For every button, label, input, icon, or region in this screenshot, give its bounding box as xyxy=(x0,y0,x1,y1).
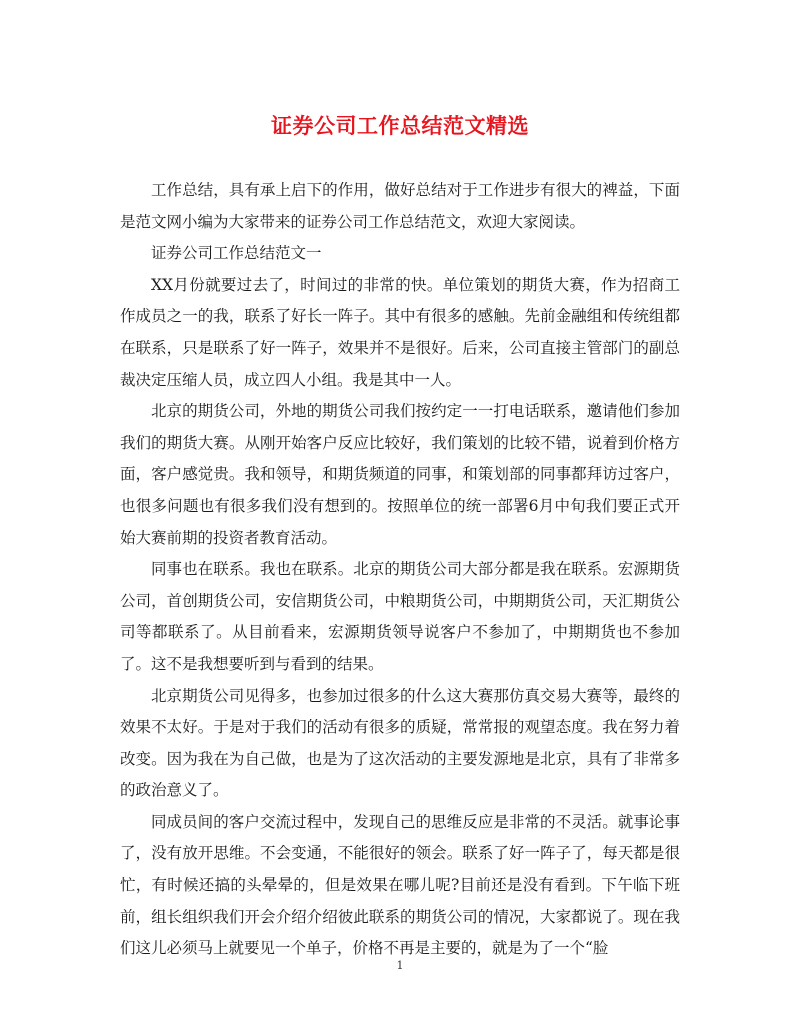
paragraph: 北京的期货公司，外地的期货公司我们按约定一一打电话联系，邀请他们参加我们的期货大赛。从刚开始客户反应比较好，我们策划的比较不错，说着到价格方面，客户感觉贵。我和领导，和期货频道的同事，和策划部的同事都拜访过客户，也很多问题也有很多我们没有想到的。按照单位的统一部署6月中旬我们要正式开始大赛前期的投资者教育活动。 xyxy=(120,402,680,547)
page-number: 1 xyxy=(396,959,404,972)
paragraph: XX月份就要过去了，时间过的非常的快。单位策划的期货大赛，作为招商工作成员之一的我，联系了好长一阵子。其中有很多的感触。先前金融组和传统组都在联系，只是联系了好一阵子，效果并不是很好。后来，公司直接主管部门的副总裁决定压缩人员，成立四人小组。我是其中一人。 xyxy=(120,275,680,389)
section-heading: 证券公司工作总结范文一 xyxy=(151,244,322,263)
paragraph: 北京期货公司见得多，也参加过很多的什么这大赛那仿真交易大赛等，最终的效果不太好。于是对于我们的活动有很多的质疑，常常报的观望态度。我在努力着改变。因为我在为自己做，也是为了这次活动的主要发源地是北京，具有了非常多的政治意义了。 xyxy=(120,686,680,800)
document-body xyxy=(120,175,680,965)
document-title: 证券公司工作总结范文精选 xyxy=(271,113,529,138)
paragraph-intro: 工作总结，具有承上启下的作用，做好总结对于工作进步有很大的裨益，下面是范文网小编为大家带来的证券公司工作总结范文，欢迎大家阅读。 xyxy=(120,181,680,231)
paragraph: 同事也在联系。我也在联系。北京的期货公司大部分都是我在联系。宏源期货公司，首创期货公司，安信期货公司，中粮期货公司，中期期货公司，天汇期货公司等都联系了。从目前看来，宏源期货领导说客户不参加了，中期期货也不参加了。这不是我想要听到与看到的结果。 xyxy=(120,560,680,673)
paragraph: 同成员间的客户交流过程中，发现自己的思维反应是非常的不灵活。就事论事了，没有放开思维。不会变通，不能很好的领会。联系了好一阵子了，每天都是很忙，有时候还搞的头晕晕的，但是效果在哪儿呢?目前还是没有看到。下午临下班前，组长组织我们开会介绍介绍彼此联系的期货公司的情况，大家都说了。现在我们这儿必须马上就要见一个单子，价格不再是主要的，就是为了一个“脸 xyxy=(120,812,680,958)
